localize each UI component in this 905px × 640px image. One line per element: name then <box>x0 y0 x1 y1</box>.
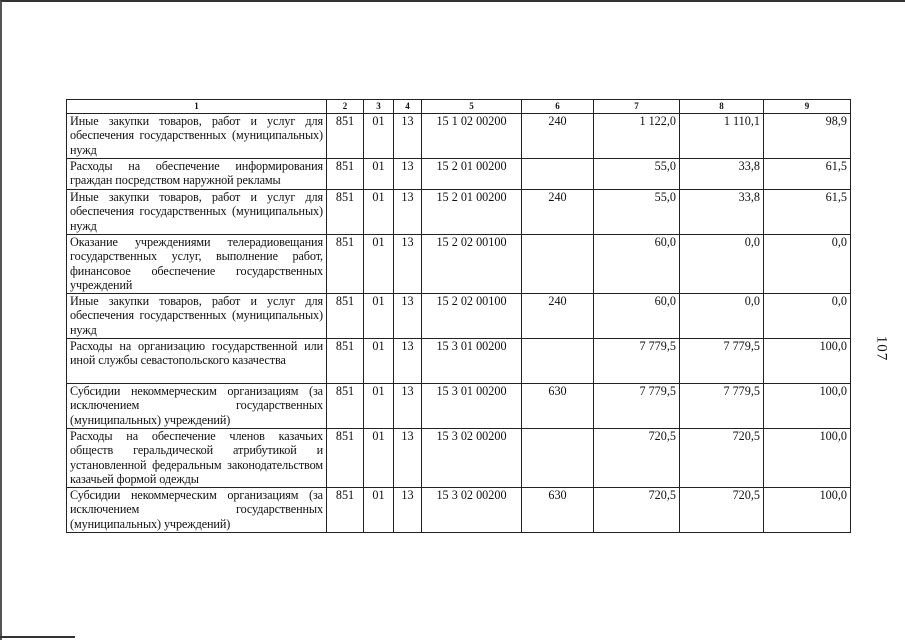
table-row <box>67 429 851 488</box>
subsection-code: 13 <box>394 339 422 384</box>
executed-amount: 7 779,5 <box>680 339 764 384</box>
expense-name: Иные закупки товаров, работ и услуг для обеспечения государственных (муниципальных) нужд <box>67 190 327 235</box>
target-article-code: 15 2 01 00200 <box>422 159 522 190</box>
header-col-6: 6 <box>522 100 594 114</box>
planned-amount: 1 122,0 <box>594 114 680 159</box>
planned-amount: 720,5 <box>594 488 680 533</box>
section-code: 01 <box>364 114 394 159</box>
executed-amount: 7 779,5 <box>680 384 764 429</box>
table-row <box>67 294 851 339</box>
expense-name: Оказание учреждениями телерадиовещания государственных услуг, выполнение работ, финансовое обеспечение государственных учреждений <box>67 235 327 294</box>
expense-type-code <box>522 429 594 488</box>
execution-percent: 100,0 <box>764 384 851 429</box>
ministry-code: 851 <box>327 114 364 159</box>
header-col-7: 7 <box>594 100 680 114</box>
target-article-code: 15 3 01 00200 <box>422 384 522 429</box>
planned-amount: 55,0 <box>594 159 680 190</box>
header-col-9: 9 <box>764 100 851 114</box>
table-row <box>67 190 851 235</box>
expense-name: Расходы на обеспечение членов казачьих обществ геральдической атрибутикой и установленной федеральным законодательством казачьей формой одежды <box>67 429 327 488</box>
planned-amount: 60,0 <box>594 294 680 339</box>
page-number: 107 <box>873 335 890 362</box>
ministry-code: 851 <box>327 190 364 235</box>
ministry-code: 851 <box>327 235 364 294</box>
expense-type-code <box>522 235 594 294</box>
expense-type-code: 240 <box>522 190 594 235</box>
section-code: 01 <box>364 339 394 384</box>
expense-name: Субсидии некоммерческим организациям (за исключением государственных (муниципальных) учреждений) <box>67 384 327 429</box>
expense-name: Расходы на организацию государственной или иной службы севастопольского казачества <box>67 339 327 384</box>
target-article-code: 15 3 02 00200 <box>422 429 522 488</box>
execution-percent: 61,5 <box>764 159 851 190</box>
planned-amount: 7 779,5 <box>594 339 680 384</box>
expense-type-code <box>522 159 594 190</box>
subsection-code: 13 <box>394 429 422 488</box>
header-col-5: 5 <box>422 100 522 114</box>
planned-amount: 7 779,5 <box>594 384 680 429</box>
execution-percent: 0,0 <box>764 235 851 294</box>
table-row <box>67 159 851 190</box>
section-code: 01 <box>364 429 394 488</box>
header-col-1: 1 <box>67 100 327 114</box>
planned-amount: 720,5 <box>594 429 680 488</box>
executed-amount: 720,5 <box>680 429 764 488</box>
execution-percent: 100,0 <box>764 488 851 533</box>
planned-amount: 55,0 <box>594 190 680 235</box>
header-col-3: 3 <box>364 100 394 114</box>
section-code: 01 <box>364 488 394 533</box>
planned-amount: 60,0 <box>594 235 680 294</box>
section-code: 01 <box>364 235 394 294</box>
table-row <box>67 114 851 159</box>
subsection-code: 13 <box>394 235 422 294</box>
expense-type-code: 240 <box>522 114 594 159</box>
expense-type-code: 240 <box>522 294 594 339</box>
subsection-code: 13 <box>394 159 422 190</box>
expense-type-code <box>522 339 594 384</box>
executed-amount: 0,0 <box>680 235 764 294</box>
executed-amount: 33,8 <box>680 190 764 235</box>
expense-name: Расходы на обеспечение информирования граждан посредством наружной рекламы <box>67 159 327 190</box>
ministry-code: 851 <box>327 429 364 488</box>
subsection-code: 13 <box>394 488 422 533</box>
section-code: 01 <box>364 190 394 235</box>
section-code: 01 <box>364 384 394 429</box>
ministry-code: 851 <box>327 294 364 339</box>
execution-percent: 0,0 <box>764 294 851 339</box>
subsection-code: 13 <box>394 294 422 339</box>
execution-percent: 100,0 <box>764 429 851 488</box>
target-article-code: 15 3 02 00200 <box>422 488 522 533</box>
header-col-8: 8 <box>680 100 764 114</box>
subsection-code: 13 <box>394 190 422 235</box>
subsection-code: 13 <box>394 114 422 159</box>
ministry-code: 851 <box>327 339 364 384</box>
table-header-row <box>67 100 851 114</box>
header-col-2: 2 <box>327 100 364 114</box>
expense-type-code: 630 <box>522 488 594 533</box>
header-col-4: 4 <box>394 100 422 114</box>
executed-amount: 33,8 <box>680 159 764 190</box>
target-article-code: 15 2 02 00100 <box>422 294 522 339</box>
ministry-code: 851 <box>327 159 364 190</box>
scan-edge-mark <box>0 636 75 638</box>
expense-type-code: 630 <box>522 384 594 429</box>
table-row <box>67 339 851 384</box>
table-row <box>67 488 851 533</box>
expense-name: Иные закупки товаров, работ и услуг для обеспечения государственных (муниципальных) нужд <box>67 114 327 159</box>
section-code: 01 <box>364 294 394 339</box>
ministry-code: 851 <box>327 384 364 429</box>
executed-amount: 0,0 <box>680 294 764 339</box>
subsection-code: 13 <box>394 384 422 429</box>
expense-name: Субсидии некоммерческим организациям (за исключением государственных (муниципальных) учреждений) <box>67 488 327 533</box>
execution-percent: 100,0 <box>764 339 851 384</box>
table-row <box>67 384 851 429</box>
table-row <box>67 235 851 294</box>
section-code: 01 <box>364 159 394 190</box>
executed-amount: 720,5 <box>680 488 764 533</box>
target-article-code: 15 1 02 00200 <box>422 114 522 159</box>
target-article-code: 15 3 01 00200 <box>422 339 522 384</box>
target-article-code: 15 2 02 00100 <box>422 235 522 294</box>
budget-table <box>66 99 851 533</box>
executed-amount: 1 110,1 <box>680 114 764 159</box>
ministry-code: 851 <box>327 488 364 533</box>
execution-percent: 98,9 <box>764 114 851 159</box>
expense-name: Иные закупки товаров, работ и услуг для обеспечения государственных (муниципальных) нужд <box>67 294 327 339</box>
target-article-code: 15 2 01 00200 <box>422 190 522 235</box>
execution-percent: 61,5 <box>764 190 851 235</box>
